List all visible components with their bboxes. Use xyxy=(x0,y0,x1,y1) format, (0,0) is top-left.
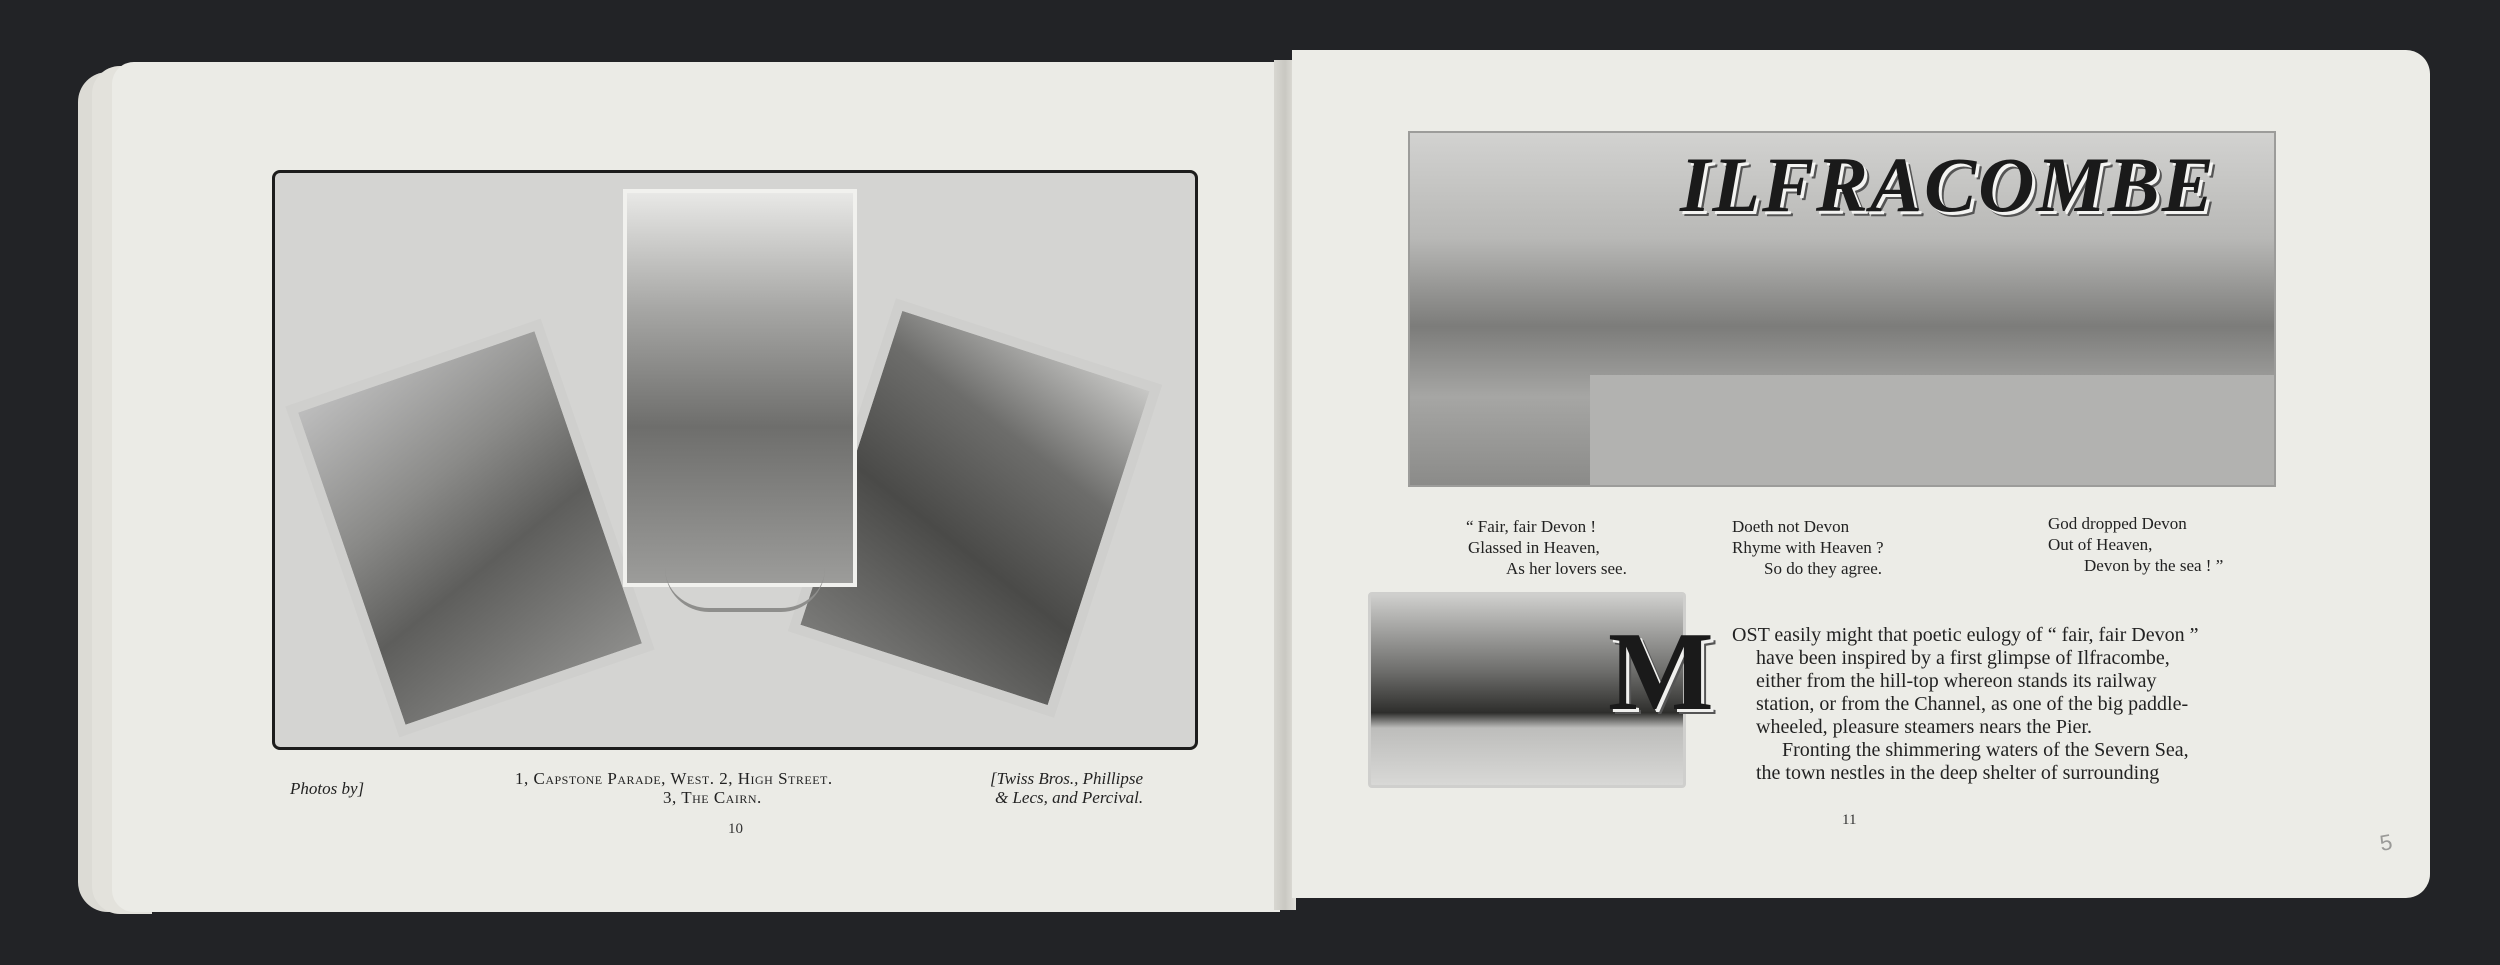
body-line-3: either from the hill-top whereon stands its railway xyxy=(1756,670,2157,692)
body-line-2: have been inspired by a first glimpse of Ilfracombe, xyxy=(1756,647,2170,669)
page-title: ILFRACOMBE xyxy=(1680,141,2216,228)
poem-line: Out of Heaven, xyxy=(2048,535,2153,554)
poem-stanza-3 xyxy=(2048,513,2223,576)
body-line-4: station, or from the Channel, as one of the big paddle- xyxy=(1756,693,2189,715)
poem-line: “ Fair, fair Devon ! xyxy=(1466,517,1597,536)
poem-stanza-2 xyxy=(1732,516,1884,579)
poem-stanza-1 xyxy=(1466,516,1627,579)
body-line-5: wheeled, pleasure steamers nears the Pier. xyxy=(1756,716,2092,738)
body-line-7: the town nestles in the deep shelter of surrounding xyxy=(1756,762,2160,784)
poem-line: Doeth not Devon xyxy=(1732,517,1850,536)
pencil-mark: 5 xyxy=(2377,829,2395,856)
poem-line: Devon by the sea ! ” xyxy=(2084,556,2224,575)
page-number-right: 11 xyxy=(1842,812,1857,828)
poem-line: Rhyme with Heaven ? xyxy=(1732,538,1884,557)
harbour-water xyxy=(1590,375,2274,485)
poem-line: God dropped Devon xyxy=(2048,514,2187,533)
decorative-scroll xyxy=(665,568,825,612)
poem-line: As her lovers see. xyxy=(1506,559,1627,578)
body-line-1: OST easily might that poetic eulogy of “ fair, fair Devon ” xyxy=(1732,624,2199,646)
photo-collage xyxy=(272,170,1198,750)
photo-capstone-parade xyxy=(285,319,654,738)
poem-line: Glassed in Heaven, xyxy=(1468,538,1600,557)
body-line-6: Fronting the shimmering waters of the Severn Sea, xyxy=(1782,739,2189,761)
drop-cap: M xyxy=(1608,610,1714,734)
photo-high-street xyxy=(623,189,857,587)
page-number-left: 10 xyxy=(728,821,743,837)
caption-credits-line2: & Lecs, and Percival. xyxy=(995,788,1144,807)
caption-center-line1: 1, Capstone Parade, West. 2, High Street. xyxy=(515,769,833,788)
poem-line: So do they agree. xyxy=(1764,559,1883,578)
caption-photos-by: Photos by] xyxy=(290,779,365,798)
caption-credits-line1: [Twiss Bros., Phillipse xyxy=(990,769,1144,788)
caption-center-line2: 3, The Cairn. xyxy=(663,788,762,807)
